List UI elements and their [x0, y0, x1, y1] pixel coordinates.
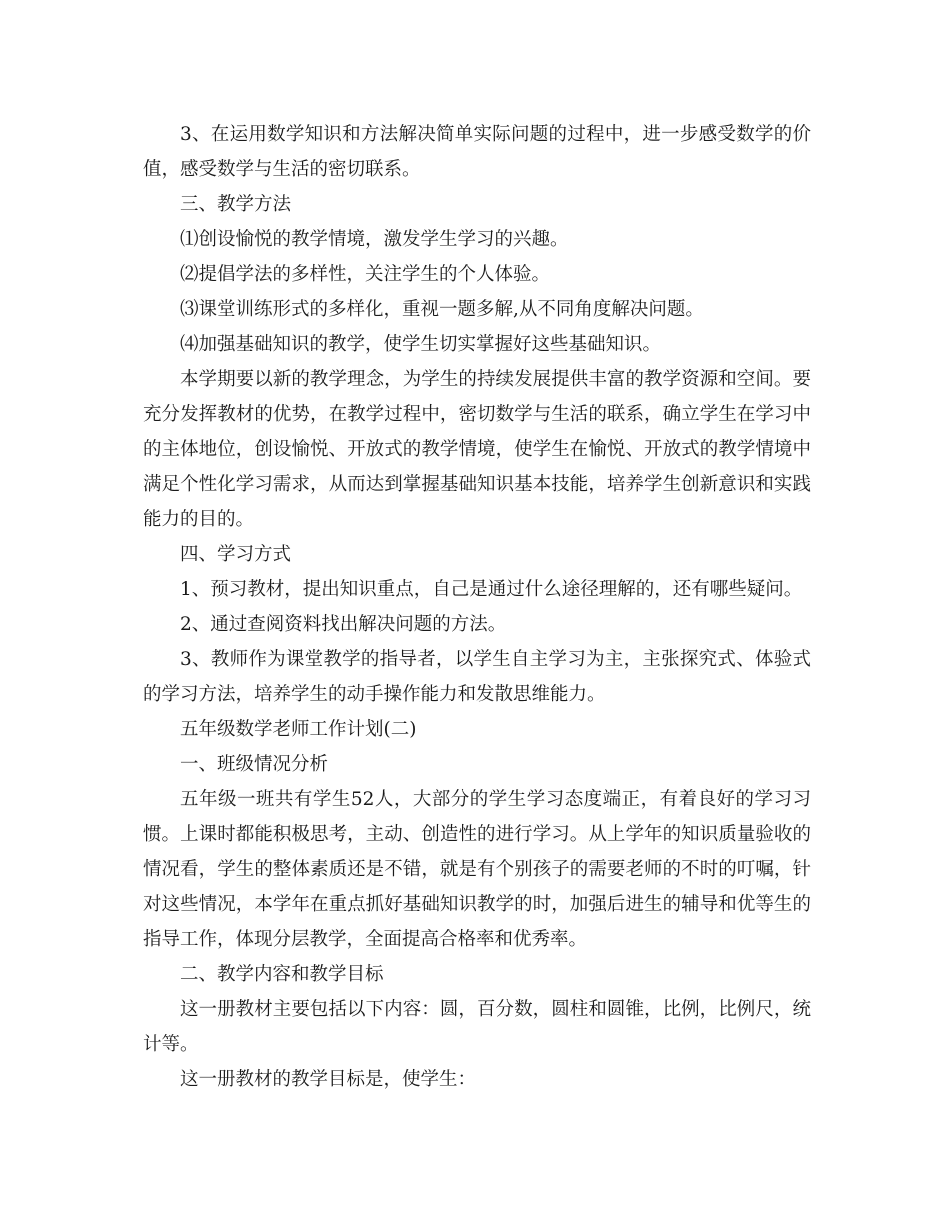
- paragraph-class-analysis: 五年级一班共有学生52人，大部分的学生学习态度端正，有着良好的学习习惯。上课时都能积极思考，主动、创造性的进行学习。从上学年的知识质量验收的情况看，学生的整体素质还是不错，就是有个别孩子的需要老师的不时的叮嘱，针对这些情况，本学年在重点抓好基础知识教学的时，加强后进生的辅导和优等生的指导工作，体现分层教学，全面提高合格率和优秀率。: [143, 789, 811, 950]
- document-body: [143, 117, 811, 1097]
- paragraph-textbook-content: 这一册教材主要包括以下内容：圆，百分数，圆柱和圆锥，比例，比例尺，统计等。: [143, 999, 811, 1055]
- learning-item-3: 3、教师作为课堂教学的指导者，以学生自主学习为主，主张探究式、体验式的学习方法，培养学生的动手操作能力和发散思维能力。: [143, 649, 811, 705]
- paragraph-textbook-goals: 这一册教材的教学目标是，使学生：: [180, 1069, 477, 1090]
- heading-learning-methods: 四、学习方式: [180, 544, 292, 565]
- learning-item-2: 2、通过查阅资料找出解决问题的方法。: [180, 614, 507, 635]
- method-item-4: ⑷加强基础知识的教学，使学生切实掌握好这些基础知识。: [180, 334, 662, 355]
- method-item-2: ⑵提倡学法的多样性，关注学生的个人体验。: [180, 264, 551, 285]
- heading-teaching-methods: 三、教学方法: [180, 194, 292, 215]
- heading-content-goals: 二、教学内容和教学目标: [180, 964, 384, 985]
- heading-class-analysis: 一、班级情况分析: [180, 754, 329, 775]
- paragraph-goal-3: 3、在运用数学知识和方法解决简单实际问题的过程中，进一步感受数学的价值，感受数学与生活的密切联系。: [143, 124, 811, 180]
- method-item-1: ⑴创设愉悦的教学情境，激发学生学习的兴趣。: [180, 229, 569, 250]
- method-item-3: ⑶课堂训练形式的多样化，重视一题多解,从不同角度解决问题。: [180, 299, 704, 320]
- section-title-plan-two: 五年级数学老师工作计划(二): [180, 719, 417, 740]
- learning-item-1: 1、预习教材，提出知识重点，自己是通过什么途径理解的，还有哪些疑问。: [180, 579, 803, 600]
- paragraph-semester-goals: 本学期要以新的教学理念，为学生的持续发展提供丰富的教学资源和空间。要充分发挥教材的优势，在教学过程中，密切数学与生活的联系，确立学生在学习中的主体地位，创设愉悦、开放式的教学情境，使学生在愉悦、开放式的教学情境中满足个性化学习需求，从而达到掌握基础知识基本技能，培养学生创新意识和实践能力的目的。: [143, 369, 811, 530]
